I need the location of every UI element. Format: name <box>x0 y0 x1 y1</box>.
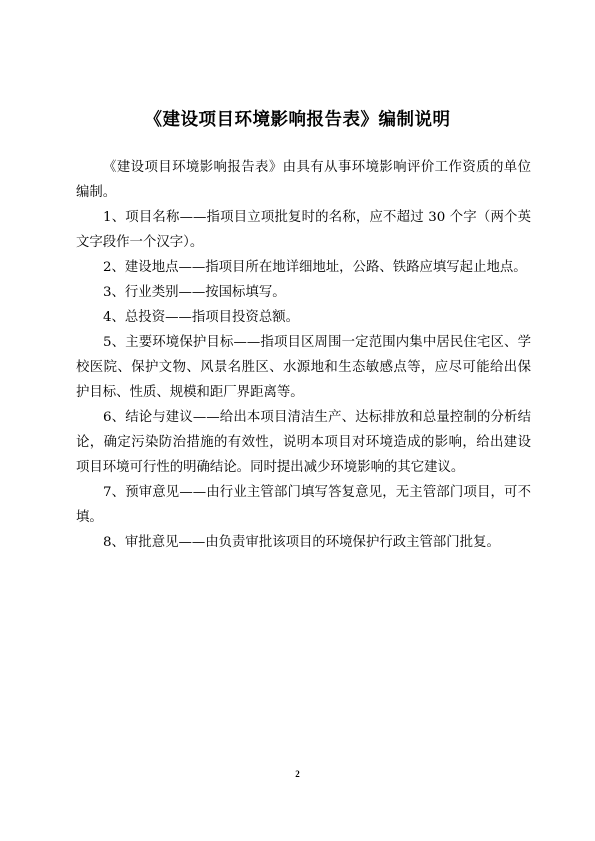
page-number: 2 <box>295 769 300 779</box>
item-conclusions: 6、结论与建议——给出本项目清洁生产、达标排放和总量控制的分析结论，确定污染防治措施的有效性，说明本项目对环境造成的影响，给出建设项目环境可行性的明确结论。同时提出减少环境影响的其它建议。 <box>76 410 531 475</box>
item-construction-site: 2、建设地点——指项目所在地详细地址，公路、铁路应填写起止地点。 <box>103 260 527 275</box>
item-pre-review-opinion: 7、预审意见——由行业主管部门填写答复意见，无主管部门项目，可不填。 <box>76 485 531 525</box>
document-body <box>76 155 531 555</box>
item-total-investment: 4、总投资——指项目投资总额。 <box>103 310 299 325</box>
item-protection-targets: 5、主要环境保护目标——指项目区周围一定范围内集中居民住宅区、学校医院、保护文物、风景名胜区、水源地和生态敏感点等，应尽可能给出保护目标、性质、规模和距厂界距离等。 <box>76 335 531 400</box>
item-industry-category: 3、行业类别——按国标填写。 <box>103 285 286 300</box>
item-approval-opinion: 8、审批意见——由负责审批该项目的环境保护行政主管部门批复。 <box>103 535 500 550</box>
item-project-name: 1、项目名称——指项目立项批复时的名称，应不超过 30 个字（两个英文字段作一个汉字）。 <box>76 210 531 250</box>
intro-paragraph: 《建设项目环境影响报告表》由具有从事环境影响评价工作资质的单位编制。 <box>76 160 531 200</box>
document-title: 《建设项目环境影响报告表》编制说明 <box>144 110 451 130</box>
